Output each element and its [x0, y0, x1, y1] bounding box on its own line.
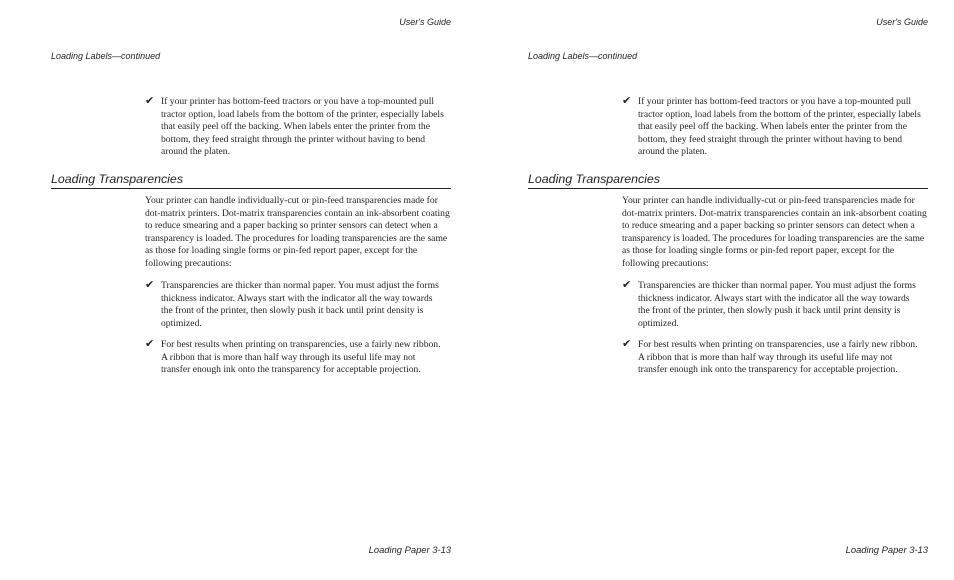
check-mark-icon: ✔	[622, 337, 632, 350]
precaution-item	[622, 280, 922, 330]
check-mark-icon: ✔	[622, 278, 632, 291]
precaution-item	[145, 339, 445, 377]
section-continued-label: Loading Labels—continued	[51, 51, 161, 61]
precaution-item	[622, 339, 922, 377]
check-mark-icon: ✔	[622, 94, 632, 107]
section-heading: Loading Transparencies	[51, 171, 451, 189]
precaution-text: Transparencies are thicker than normal paper. You must adjust the forms thickness indicator. Always start with the indicator all the way towards the front of the printer, then slowly push it back until print density is optimized.	[161, 280, 439, 329]
check-mark-icon: ✔	[145, 337, 155, 350]
page-right	[477, 0, 954, 580]
tip-text: If your printer has bottom-feed tractors or you have a top-mounted pull tractor option, load labels from the bottom of the printer, especially labels that easily peel off the backing. When labels enter the printer from the bottom, they feed straight through the printer without having to bend around the platen.	[161, 96, 444, 158]
check-mark-icon: ✔	[145, 94, 155, 107]
page-footer: Loading Paper 3-13	[845, 544, 928, 555]
check-mark-icon: ✔	[145, 278, 155, 291]
tip-item	[622, 96, 922, 159]
precaution-text: Transparencies are thicker than normal paper. You must adjust the forms thickness indicator. Always start with the indicator all the way towards the front of the printer, then slowly push it back until print density is optimized.	[638, 280, 916, 329]
section-continued-label: Loading Labels—continued	[528, 51, 638, 61]
body-paragraph: Your printer can handle individually-cut or pin-feed transparencies made for dot-matrix printers. Dot-matrix transparencies contain an ink-absorbent coating to reduce smearing and a paper backing so printer sensors can detect when a transparency is loaded. The procedures for loading transparencies are the same as those for loading single forms or pin-fed report paper, except for the following precautions:	[145, 195, 450, 269]
tip-text: If your printer has bottom-feed tractors or you have a top-mounted pull tractor option, load labels from the bottom of the printer, especially labels that easily peel off the backing. When labels enter the printer from the bottom, they feed straight through the printer without having to bend around the platen.	[638, 96, 921, 158]
page-footer: Loading Paper 3-13	[368, 544, 451, 555]
body-paragraph: Your printer can handle individually-cut or pin-feed transparencies made for dot-matrix printers. Dot-matrix transparencies contain an ink-absorbent coating to reduce smearing and a paper backing so printer sensors can detect when a transparency is loaded. The procedures for loading transparencies are the same as those for loading single forms or pin-fed report paper, except for the following precautions:	[622, 195, 927, 269]
section-heading: Loading Transparencies	[528, 171, 928, 189]
running-header: User's Guide	[399, 17, 451, 27]
precaution-item	[145, 280, 445, 330]
tip-item	[145, 96, 445, 159]
precaution-text: For best results when printing on transparencies, use a fairly new ribbon. A ribbon that is more than half way through its useful life may not transfer enough ink onto the transparency for acceptable projection.	[638, 339, 918, 376]
running-header: User's Guide	[876, 17, 928, 27]
precaution-text: For best results when printing on transparencies, use a fairly new ribbon. A ribbon that is more than half way through its useful life may not transfer enough ink onto the transparency for acceptable projection.	[161, 339, 441, 376]
